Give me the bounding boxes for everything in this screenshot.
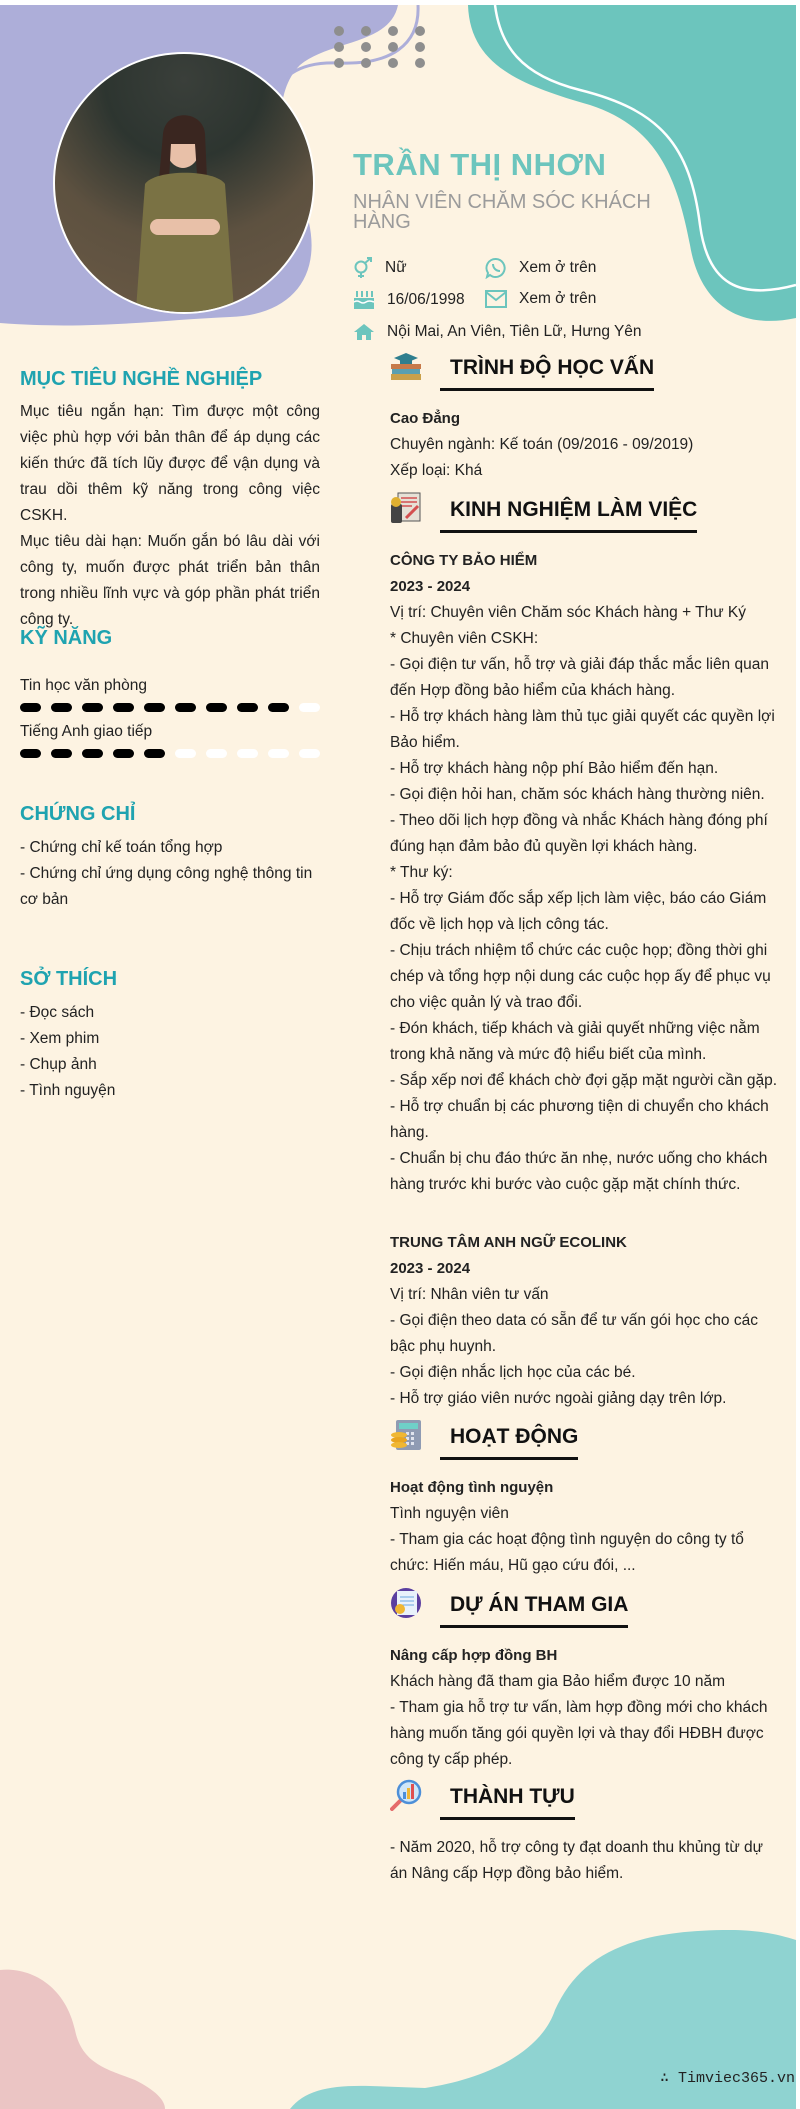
rating-segment-filled [206,703,227,712]
list-item: Chuyên ngành: Kế toán (09/2016 - 09/2019) [390,436,694,453]
achievements-heading: THÀNH TỰU [440,1785,575,1820]
rating-segment-filled [175,703,196,712]
list-item: - Tình nguyện [20,1082,116,1099]
job-period: 2023 - 2024 [390,578,471,595]
birthday-cake-icon [353,290,375,310]
list-item: Xếp loại: Khá [390,462,483,479]
short-term-objective: Mục tiêu ngắn hạn: Tìm được một công việc phù hợp với bản thân để áp dụng các kiến thức đã tích lũy được để vận dụng và trau dồi thêm kỹ năng trong công việc CSKH. [20,403,320,524]
books-icon [390,350,422,382]
pink-blob [0,1970,165,2109]
email-row [485,290,596,308]
experience-section-header [390,492,770,538]
project-lines [390,1669,780,1773]
experience-heading: KINH NGHIỆM LÀM VIỆC [440,498,697,533]
list-item: - Sắp xếp nơi để khách chờ đợi gặp mặt người cần gặp. [390,1072,778,1089]
list-item: - Hỗ trợ giáo viên nước ngoài giảng dạy trên lớp. [390,1390,727,1407]
person-silhouette [125,104,245,314]
job-period: 2023 - 2024 [390,1260,471,1277]
job-entry [390,1230,780,1412]
gender-icon [353,257,373,279]
skill-rating [20,703,320,712]
rating-segment-filled [144,749,165,758]
certificates-heading: CHỨNG CHỈ [20,803,136,825]
rating-segment-filled [144,703,165,712]
education-heading: TRÌNH ĐỘ HỌC VẤN [440,356,654,391]
job-duties [390,1282,780,1412]
skill-rating [20,749,320,758]
list-item: - Gọi điện nhắc lịch học của các bé. [390,1364,636,1381]
phone-row [485,257,596,279]
school-level: Cao Đẳng [390,410,461,427]
list-item: - Chịu trách nhiệm tổ chức các cuộc họp; đồng thời ghi chép và tổng hợp nội dung các cuộc họp ấy để phục vụ cho việc quản lý và trao đổi. [390,942,771,1011]
job-title: NHÂN VIÊN CHĂM SÓC KHÁCH HÀNG [353,191,651,233]
skills-heading: KỸ NĂNG [20,627,113,649]
list-item: - Hỗ trợ Giám đốc sắp xếp lịch làm việc, báo cáo Giám đốc về lịch họp và lịch công tác. [390,890,767,933]
rating-segment-filled [51,749,72,758]
list-item: - Hỗ trợ khách hàng làm thủ tục giải quyết các quyền lợi Bảo hiểm. [390,708,775,751]
list-item: - Đón khách, tiếp khách và giải quyết những việc nằm trong khả năng và mức độ hiểu biết của mình. [390,1020,760,1063]
list-item: - Năm 2020, hỗ trợ công ty đạt doanh thu khủng từ dự án Nâng cấp Hợp đồng bảo hiểm. [390,1839,763,1882]
birthday-value: 16/06/1998 [387,291,465,308]
company-name: CÔNG TY BẢO HIỂM [390,552,538,569]
activities-heading: HOẠT ĐỘNG [440,1425,578,1460]
watermark: ∴ Timviec365.vn [660,2070,796,2087]
activity-lines [390,1501,780,1579]
education-section-header [390,350,770,396]
list-item: - Xem phim [20,1030,100,1047]
long-term-objective: Mục tiêu dài hạn: Muốn gắn bó lâu dài với công ty, muốn được phát triển bản thân trong nhiều lĩnh vực và góp phần phát triển công ty. [20,533,320,628]
rating-segment-filled [268,703,289,712]
rating-segment-filled [20,703,41,712]
list-item: Vị trí: Chuyên viên Chăm sóc Khách hàng + Thư Ký [390,604,747,621]
email-value[interactable]: Xem ở trên [519,290,597,307]
objective-heading: MỤC TIÊU NGHỀ NGHIỆP [20,368,263,390]
rating-segment-filled [82,749,103,758]
rating-segment-filled [113,749,134,758]
list-item: Vị trí: Nhân viên tư vấn [390,1286,549,1303]
home-icon [353,323,375,341]
hobbies-heading: SỞ THÍCH [20,968,118,990]
list-item: - Hỗ trợ chuẩn bị các phương tiện di chuyển cho khách hàng. [390,1098,769,1141]
list-item: - Chụp ảnh [20,1056,97,1073]
rating-segment-filled [20,749,41,758]
gender-value: Nữ [385,259,407,276]
job-entry [390,548,780,1198]
whatsapp-icon [485,257,507,279]
rating-segment-filled [237,703,258,712]
skill-label: Tiếng Anh giao tiếp [20,723,153,740]
rating-segment-filled [113,703,134,712]
certificates-list [20,835,320,913]
address-value: Nội Mai, An Viên, Tiên Lữ, Hưng Yên [387,323,642,340]
magnifier-chart-icon [390,1779,422,1811]
education-lines [390,432,780,484]
candidate-name: TRẦN THỊ NHƠN [353,147,607,182]
envelope-icon [485,290,507,308]
company-name: TRUNG TÂM ANH NGỮ ECOLINK [390,1234,627,1251]
project-document-icon [390,1587,422,1619]
calculator-coins-icon [390,1419,422,1451]
skill-label: Tin học văn phòng [20,677,147,694]
activity-title: Hoạt động tình nguyện [390,1479,554,1496]
achievements-list [390,1835,780,1887]
gender-row [353,257,407,279]
address-row [353,323,642,341]
list-item: - Gọi điện theo data có sẵn để tư vấn gói học cho các bậc phụ huynh. [390,1312,758,1355]
achievements-section-header [390,1779,770,1825]
list-item: - Tham gia hỗ trợ tư vấn, làm hợp đồng mới cho khách hàng muốn tăng gói quyền lợi và thay đổi HĐBH được công ty cấp phép. [390,1699,768,1768]
activities-content [390,1475,780,1579]
hobbies-list [20,1000,320,1104]
rating-segment-empty [175,749,196,758]
list-item: - Gọi điện tư vấn, hỗ trợ và giải đáp thắc mắc liên quan đến Hợp đồng bảo hiểm của khách hàng. [390,656,769,699]
rating-segment-filled [51,703,72,712]
rating-segment-empty [237,749,258,758]
rating-segment-empty [268,749,289,758]
accounting-icon [390,492,422,524]
education-content [390,406,780,484]
job-duties [390,600,780,1198]
project-title: Nâng cấp hợp đồng BH [390,1647,558,1664]
list-item: - Theo dõi lịch hợp đồng và nhắc Khách hàng đóng phí đúng hạn đảm bảo đủ quyền lợi khách hàng. [390,812,768,855]
list-item: - Chuẩn bị chu đáo thức ăn nhẹ, nước uống cho khách hàng trước khi bước vào cuộc gặp mặt chính thức. [390,1150,768,1193]
activities-section-header [390,1419,770,1465]
list-item: - Chứng chỉ kế toán tổng hợp [20,839,223,856]
rating-segment-empty [299,749,320,758]
list-item: - Tham gia các hoạt động tình nguyện do công ty tổ chức: Hiến máu, Hũ gạo cứu đói, ... [390,1531,744,1574]
profile-photo [53,52,315,314]
rating-segment-filled [82,703,103,712]
list-item: Khách hàng đã tham gia Bảo hiểm được 10 năm [390,1673,726,1690]
rating-segment-empty [299,703,320,712]
list-item: - Chứng chỉ ứng dụng công nghệ thông tin cơ bản [20,865,313,908]
phone-value[interactable]: Xem ở trên [519,259,597,276]
list-item: * Thư ký: [390,864,453,881]
projects-section-header [390,1587,770,1633]
list-item: - Gọi điện hỏi han, chăm sóc khách hàng thường niên. [390,786,765,803]
list-item: Tình nguyện viên [390,1505,509,1522]
cv-page [0,5,796,2109]
list-item: - Hỗ trợ khách hàng nộp phí Bảo hiểm đến hạn. [390,760,719,777]
projects-heading: DỰ ÁN THAM GIA [440,1593,628,1628]
birthday-row [353,290,465,310]
projects-content [390,1643,780,1773]
list-item: * Chuyên viên CSKH: [390,630,539,647]
list-item: - Đọc sách [20,1004,95,1021]
rating-segment-empty [206,749,227,758]
objective-text [20,399,320,633]
